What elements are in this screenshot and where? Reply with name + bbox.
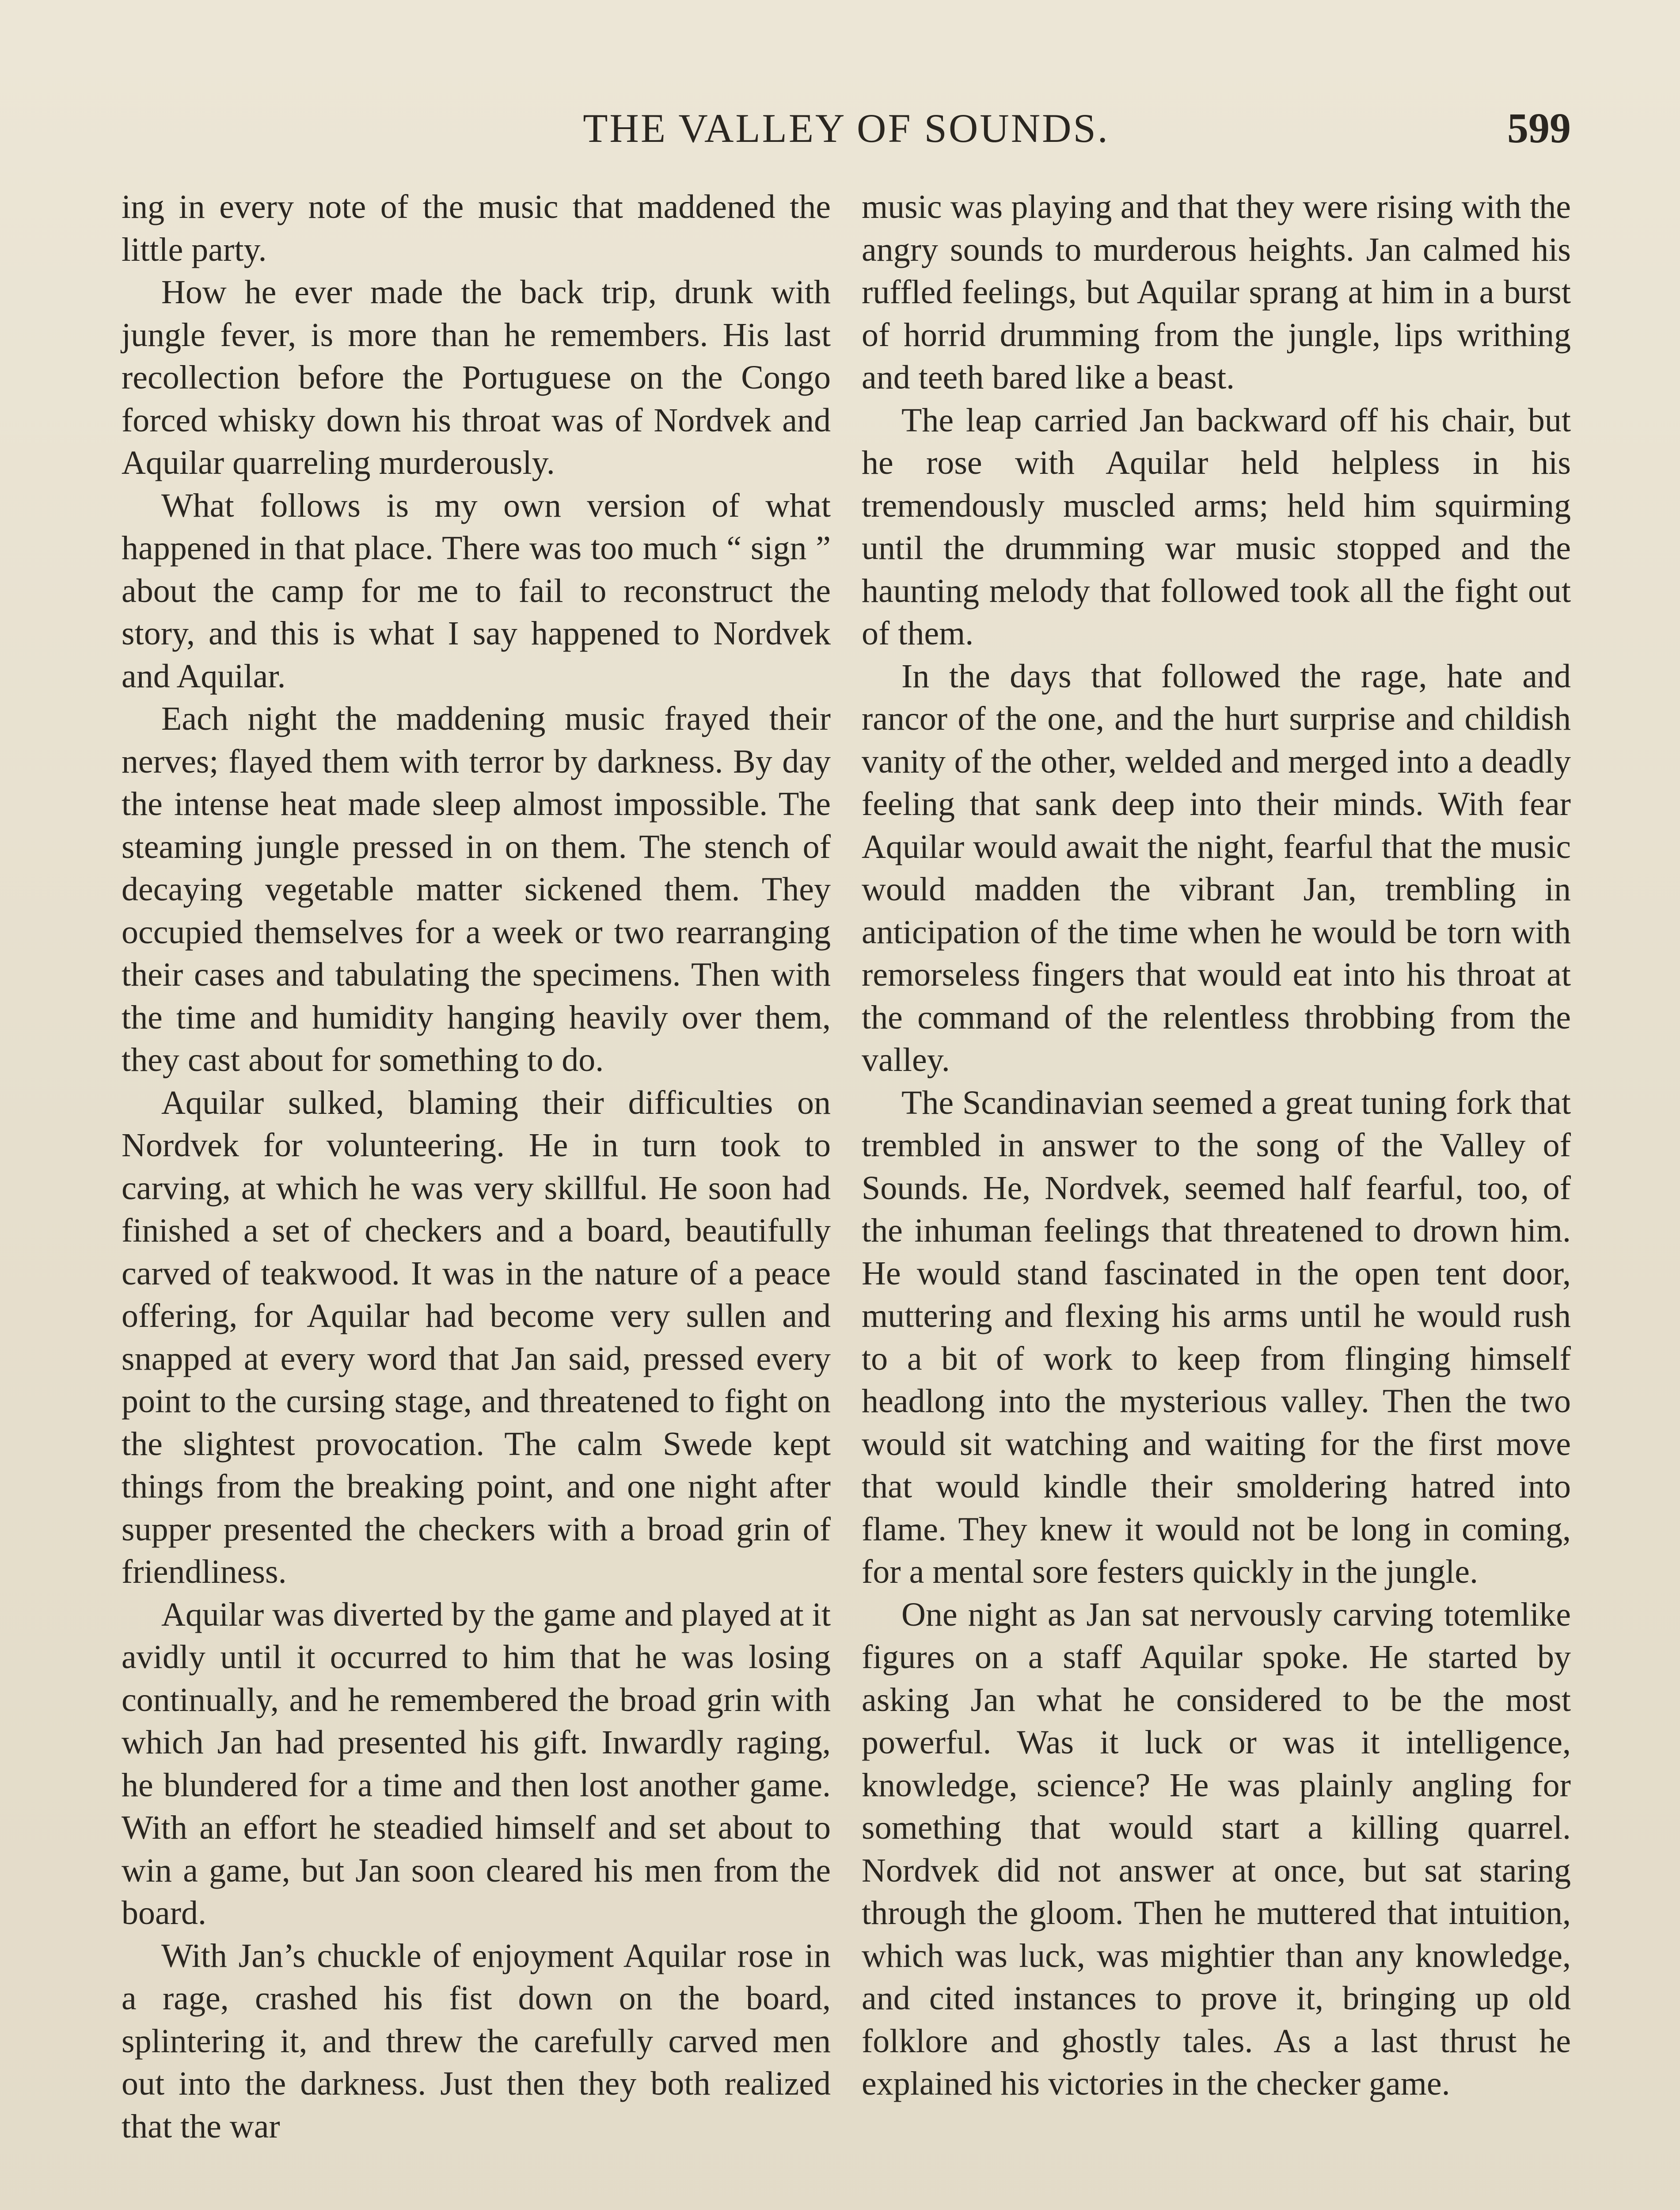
paragraph: One night as Jan sat nervously carving totemlike figures on a staff Aquilar spoke. He started by asking Jan what he considered to be the most powerful. Was it luck or was it intelligence, knowledge, science? He was plainly angling for something that would start a killing quarrel. Nordvek did not answer at once, but sat staring through the gloom. Then he muttered that intuition, which was luck, was mightier than any knowledge, and cited instances to prove it, bringing up old folklore and ghostly tales. As a last thrust he explained his victories in the checker game. — [862, 1596, 1571, 2102]
paragraph: With Jan’s chuckle of enjoyment Aquilar rose in a rage, crashed his fist down on the board, splintering it, and threw the carefully carved men out into the darkness. Just then they both realized that the war — [122, 1937, 831, 2145]
paragraph: Each night the maddening music frayed their nerves; flayed them with terror by darkness. By day the intense heat made sleep almost impossible. The steaming jungle pressed in on them. The stench of decaying vegetable matter sickened them. They occupied themselves for a week or two rearranging their cases and tabulating the specimens. Then with the time and humidity hanging heavily over them, they cast about for something to do. — [122, 700, 831, 1078]
left-column — [122, 186, 831, 2148]
right-column — [862, 186, 1571, 2105]
paragraph: In the days that followed the rage, hate and rancor of the one, and the hurt surprise and childish vanity of the other, welded and merged into a deadly feeling that sank deep into their minds. With fear Aquilar would await the night, fearful that the music would madden the vibrant Jan, trembling in anticipation of the time when he would be torn with remorseless fingers that would eat into his throat at the command of the relentless throbbing from the valley. — [862, 657, 1571, 1078]
paragraph: Aquilar sulked, blaming their difficulties on Nordvek for volunteering. He in turn took to carving, at which he was very skillful. He soon had finished a set of checkers and a board, beautifully carved of teakwood. It was in the nature of a peace offering, for Aquilar had become very sullen and snapped at every word that Jan said, pressed every point to the cursing stage, and threatened to fight on the slightest provocation. The calm Swede kept things from the breaking point, and one night after supper presented the checkers with a broad grin of friendliness. — [122, 1084, 831, 1590]
paragraph: Aquilar was diverted by the game and played at it avidly until it occurred to him that he was losing continually, and he remembered the broad grin with which Jan had presented his gift. Inwardly raging, he blundered for a time and then lost another game. With an effort he steadied himself and set about to win a game, but Jan soon cleared his men from the board. — [122, 1596, 831, 1932]
page-number: 599 — [1507, 104, 1571, 152]
paragraph: The Scandinavian seemed a great tuning fork that trembled in answer to the song of the Valley of Sounds. He, Nordvek, seemed half fearful, too, of the inhuman feelings that threatened to drown him. He would stand fascinated in the open tent door, muttering and flexing his arms until he would rush to a bit of work to keep from flinging himself headlong into the mysterious valley. Then the two would sit watching and waiting for the first move that would kindle their smoldering hatred into flame. They knew it would not be long in coming, for a mental sore festers quickly in the jungle. — [862, 1084, 1571, 1590]
paragraph: music was playing and that they were rising with the angry sounds to murderous heights. Jan calmed his ruffled feelings, but Aquilar sprang at him in a burst of horrid drumming from the jungle, lips writhing and teeth bared like a beast. — [862, 188, 1571, 396]
page-header — [122, 102, 1571, 155]
paragraph: How he ever made the back trip, drunk with jungle fever, is more than he remembers. His last recollection before the Portuguese on the Congo forced whisky down his throat was of Nordvek and Aquilar quarreling murderously. — [122, 274, 831, 481]
running-title: THE VALLEY OF SOUNDS. — [583, 106, 1110, 151]
paragraph: The leap carried Jan backward off his chair, but he rose with Aquilar held helpless in his tremendously muscled arms; held him squirming until the drumming war music stopped and the haunting melody that followed took all the fight out of them. — [862, 401, 1571, 652]
paragraph: What follows is my own version of what happened in that place. There was too much “ sign ” about the camp for me to fail to reconstruct the story, and this is what I say happened to Nordvek and Aquilar. — [122, 487, 831, 695]
paragraph: ing in every note of the music that maddened the little party. — [122, 188, 831, 268]
